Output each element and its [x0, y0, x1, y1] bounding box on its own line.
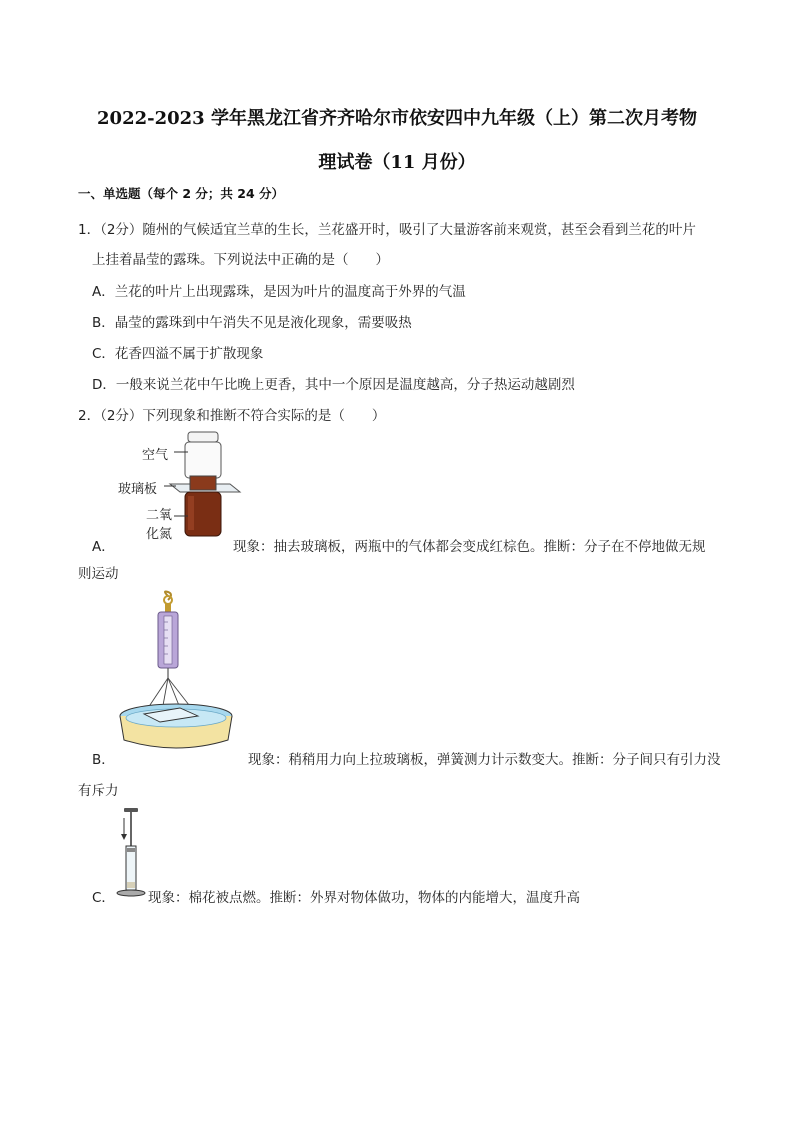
- fig-label-air: 空气: [142, 448, 169, 463]
- q2-option-b-letter: B．: [92, 752, 115, 768]
- figure-diffusion-bottles: [112, 430, 242, 548]
- exam-title-line1: 2022-2023 学年黑龙江省齐齐哈尔市依安四中九年级（上）第二次月考物: [97, 108, 697, 129]
- q1-option-a: A．兰花的叶片上出现露珠，是因为叶片的温度高于外界的气温: [92, 284, 466, 300]
- q2-option-b-text-line2: 有斥力: [78, 783, 119, 799]
- q2-option-a-text-line1: 现象：抽去玻璃板，两瓶中的气体都会变成红棕色。推断：分子在不停地做无规: [233, 539, 706, 555]
- q2-option-c-letter: C．: [92, 890, 115, 906]
- q1-stem-line1: 1．（2分）随州的气候适宜兰草的生长，兰花盛开时，吸引了大量游客前来观赏，甚至会看到兰花的叶片: [78, 222, 696, 238]
- q2-option-a-text-line2: 则运动: [78, 566, 119, 582]
- exam-title-line2: 理试卷（11 月份）: [318, 152, 476, 173]
- fig-label-gas-line1: 二氧: [146, 508, 173, 523]
- q1-option-d: D．一般来说兰花中午比晚上更香，其中一个原因是温度越高，分子热运动越剧烈: [92, 377, 575, 393]
- q1-option-c: C．花香四溢不属于扩散现象: [92, 346, 264, 362]
- q1-stem-line2: 上挂着晶莹的露珠。下列说法中正确的是（ ）: [92, 252, 389, 268]
- section-heading: 一、单选题（每个 2 分；共 24 分）: [78, 186, 285, 201]
- q1-option-b: B．晶莹的露珠到中午消失不见是液化现象，需要吸热: [92, 315, 412, 331]
- figure-air-compression-tube: [116, 806, 150, 898]
- figure-spring-scale-water: [116, 590, 246, 760]
- fig-label-gas-line2: 化氮: [146, 527, 173, 542]
- q2-stem: 2．（2分）下列现象和推断不符合实际的是（ ）: [78, 408, 386, 424]
- fig-label-glass-plate: 玻璃板: [118, 482, 158, 497]
- q2-option-c-text: 现象：棉花被点燃。推断：外界对物体做功，物体的内能增大，温度升高: [148, 890, 580, 906]
- q2-option-a-letter: A．: [92, 539, 115, 555]
- q2-option-b-text-line1: 现象：稍稍用力向上拉玻璃板，弹簧测力计示数变大。推断：分子间只有引力没: [248, 752, 721, 768]
